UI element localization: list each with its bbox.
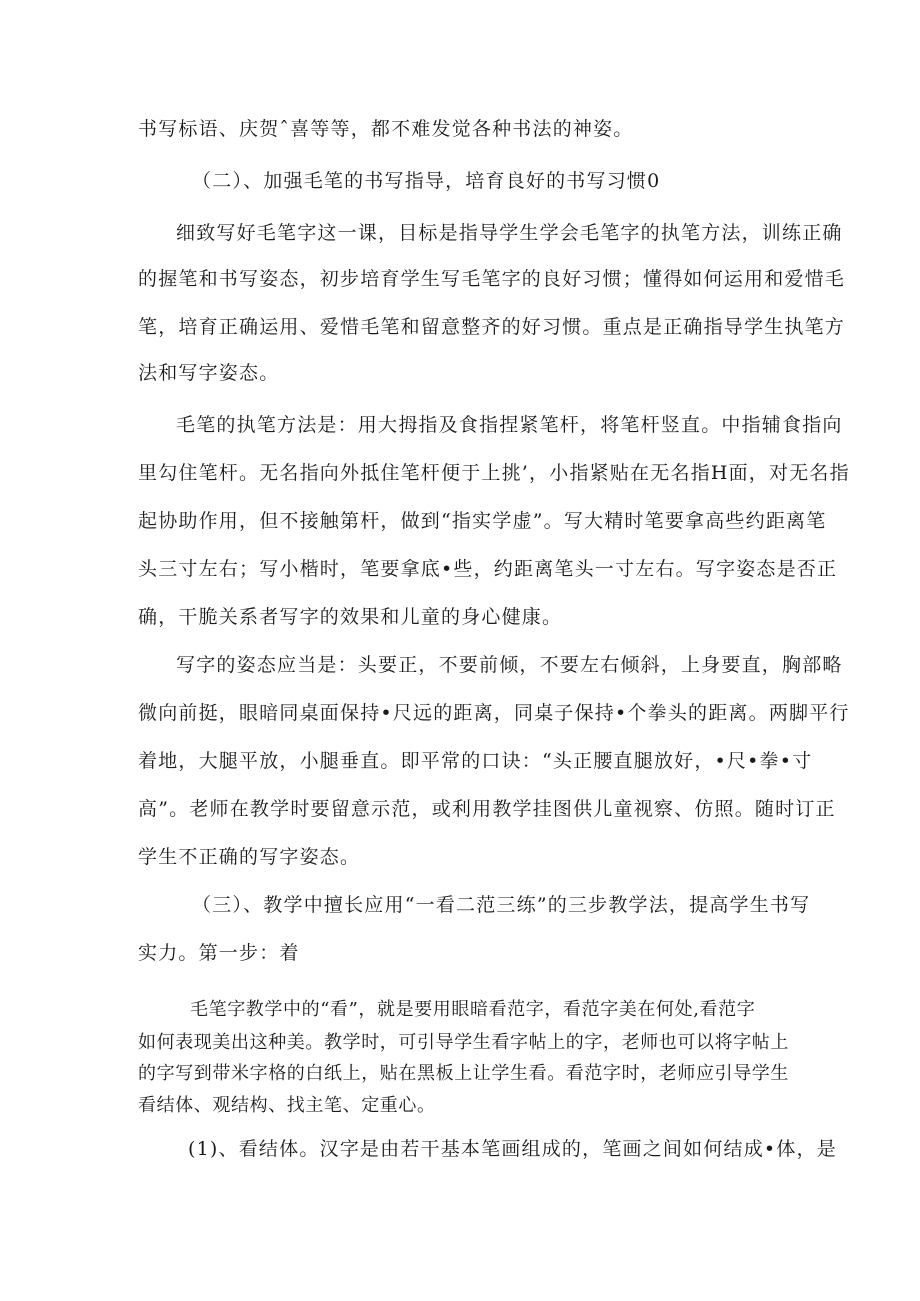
paragraph-line: 里勾住笔杆。无名指向外抵住笔杆便于上挑’，小指紧贴在无名指H面，对无名指	[138, 462, 850, 484]
paragraph-line: 高”。老师在教学时要留意示范，或利用教学挂图供儿童视察、仿照。随时订正	[138, 798, 836, 820]
paragraph-line: 写字的姿态应当是：头要正，不要前倾，不要左右倾斜，上身要直，胸部略	[176, 654, 843, 676]
paragraph-line: 确，干脆关系者写字的效果和儿童的身心健康。	[138, 606, 563, 628]
section-heading: （二）、加强毛笔的书写指导，培育良好的书写习惯0	[192, 170, 661, 192]
paragraph-line: 法和写字姿态。	[138, 362, 280, 384]
paragraph-line: 着地，大腿平放，小腿垂直。即平常的口诀：“头正腰直腿放好，•尺•拳•寸	[138, 750, 813, 772]
paragraph-line: 笔，培育正确运用、爱惜毛笔和留意整齐的好习惯。重点是正确指导学生执笔方	[138, 316, 846, 338]
paragraph-line: (1)、看结体。汉字是由若干基本笔画组成的，笔画之间如何结成•体，是	[188, 1138, 837, 1160]
section-heading: （三）、教学中擅长应用“一看二范三练”的三步教学法，提高学生书写	[192, 894, 811, 916]
paragraph-line: 头三寸左右；写小楷时，笔要拿底•些，约距离笔头一寸左右。写字姿态是否正	[138, 558, 838, 580]
paragraph-line: 看结体、观结构、找主笔、定重心。	[138, 1095, 436, 1116]
paragraph-line: 毛笔字教学中的“看”，就是要用眼暗看范字，看范字美在何处,看范字	[190, 999, 756, 1020]
paragraph-line: 起协助作用，但不接触第杆，做到“指实学虚”。写大精时笔要拿高些约距离笔	[138, 510, 827, 532]
paragraph-line: 书写标语、庆贺ˆ喜等等，都不难发觉各种书法的神姿。	[138, 118, 634, 140]
paragraph-line: 细致写好毛笔字这一课，目标是指导学生学会毛笔字的执笔方法，训练正确	[176, 222, 843, 244]
paragraph-line: 微向前挺，眼暗同桌面保持•尺远的距离，同桌子保持•个拳头的距离。两脚平行	[138, 702, 850, 724]
paragraph-line: 的握笔和书写姿态，初步培育学生写毛笔字的良好习惯；懂得如何运用和爱惜毛	[138, 268, 846, 290]
paragraph-line: 如何表现美出这种美。教学时，可引导学生看字帖上的字，老师也可以将字帖上	[138, 1032, 789, 1053]
paragraph-line: 实力。第一步：着	[138, 942, 300, 964]
paragraph-line: 的字写到带米字格的白纸上，贴在黑板上让学生看。看范字时，老师应引导学生	[138, 1063, 789, 1084]
paragraph-line: 学生不正确的写字姿态。	[138, 846, 361, 868]
paragraph-line: 毛笔的执笔方法是：用大拇指及食指捏紧笔杆，将笔杆竖直。中指辅食指向	[176, 414, 843, 436]
